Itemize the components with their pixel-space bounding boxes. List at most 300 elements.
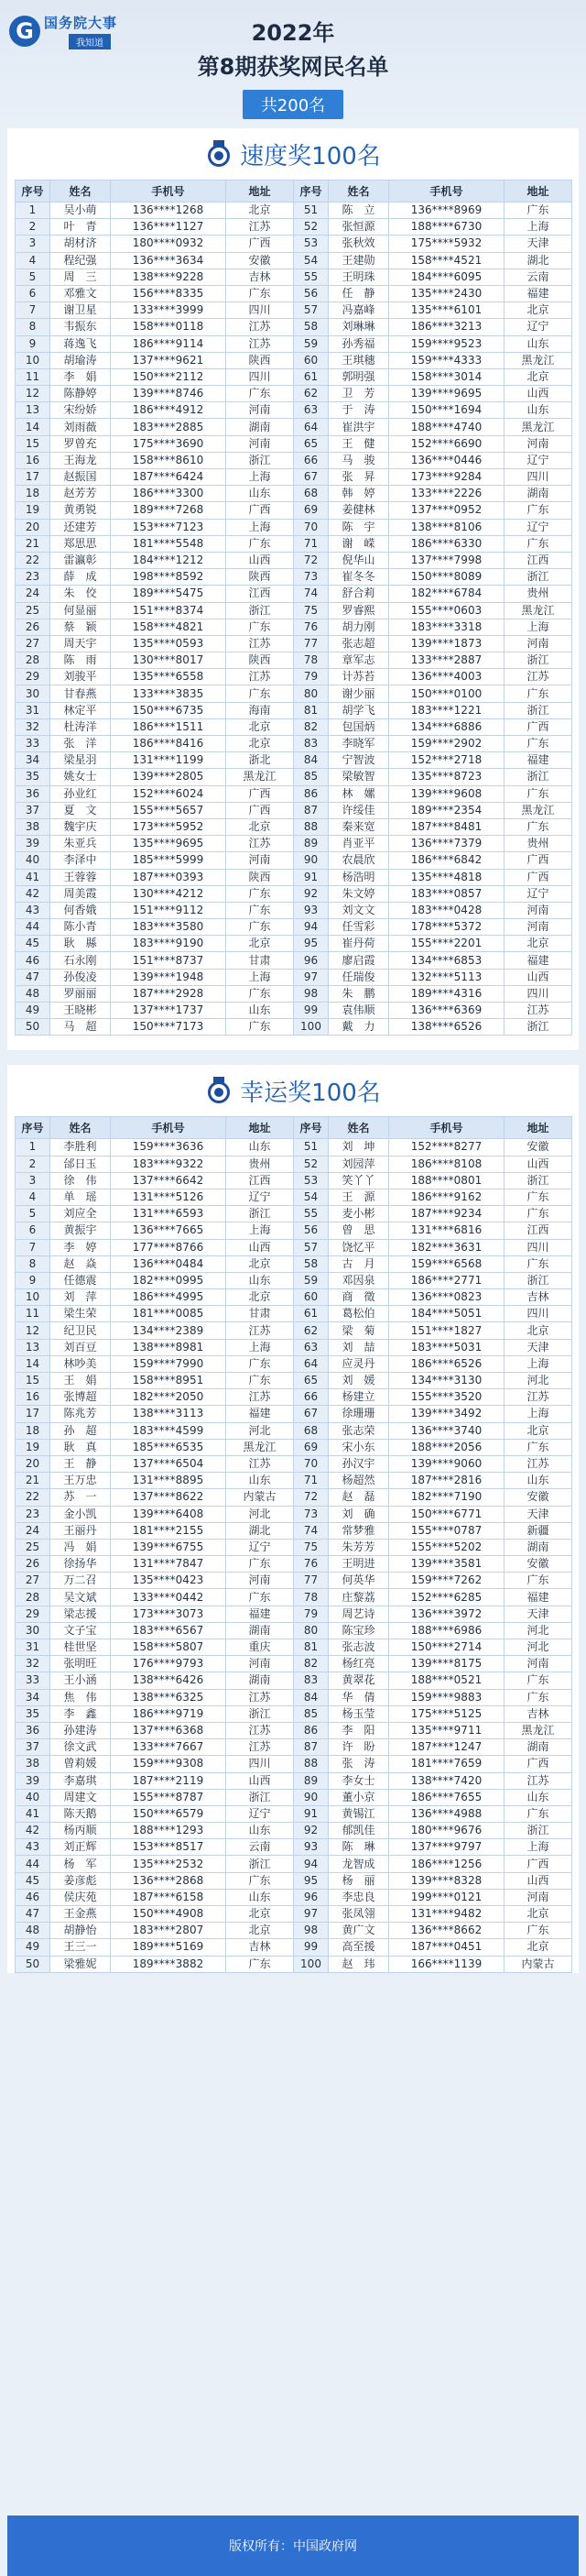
winner-number: 38 <box>16 818 50 835</box>
winner-phone: 189****3882 <box>111 1956 226 1972</box>
winner-name: 梁雅妮 <box>50 1956 111 1972</box>
winner-region: 四川 <box>505 469 572 486</box>
winner-name: 蔡 颖 <box>50 619 111 635</box>
winner-region: 甘肃 <box>226 1306 294 1322</box>
winner-region: 山西 <box>226 552 294 568</box>
table-row <box>16 502 572 519</box>
winner-region: 北京 <box>505 1322 572 1339</box>
winner-name: 常梦雅 <box>329 1522 389 1539</box>
winner-phone: 158****3014 <box>389 368 505 385</box>
winner-region: 广东 <box>226 985 294 1002</box>
winner-number: 14 <box>16 419 50 435</box>
winner-phone: 138****8981 <box>111 1339 226 1355</box>
page-header <box>0 0 586 128</box>
winner-region: 山西 <box>505 969 572 985</box>
winner-phone: 187****1247 <box>389 1739 505 1756</box>
winner-phone: 181****7659 <box>389 1756 505 1772</box>
winner-number: 83 <box>294 1672 329 1689</box>
winner-name: 周美霞 <box>50 885 111 902</box>
table-row <box>16 685 572 702</box>
winner-name: 戴 力 <box>329 1019 389 1036</box>
winner-name: 张志超 <box>329 635 389 652</box>
winner-region: 广东 <box>505 685 572 702</box>
header-phone: 手机号 <box>389 1117 505 1139</box>
winner-number: 91 <box>294 869 329 885</box>
winner-number: 35 <box>16 769 50 785</box>
winner-phone: 183****3318 <box>389 619 505 635</box>
winner-name: 任 静 <box>329 285 389 301</box>
winner-phone: 188****0801 <box>389 1172 505 1189</box>
winner-phone: 199****0121 <box>389 1889 505 1905</box>
winner-number: 65 <box>294 435 329 452</box>
winner-region: 上海 <box>226 469 294 486</box>
table-row <box>16 1923 572 1939</box>
winner-number: 73 <box>294 1506 329 1522</box>
winner-region: 内蒙古 <box>505 1956 572 1972</box>
winner-phone: 189****4316 <box>389 985 505 1002</box>
winner-phone: 188****1293 <box>111 1823 226 1839</box>
winner-phone: 180****0932 <box>111 236 226 252</box>
winner-number: 56 <box>294 285 329 301</box>
winner-number: 36 <box>16 785 50 802</box>
winner-region: 江苏 <box>226 1689 294 1705</box>
winner-phone: 135****6101 <box>389 302 505 319</box>
winner-number: 47 <box>16 1906 50 1923</box>
winner-number: 6 <box>16 285 50 301</box>
winner-name: 朱 佼 <box>50 586 111 602</box>
winner-number: 42 <box>16 885 50 902</box>
winner-region: 浙江 <box>226 1789 294 1805</box>
winner-region: 上海 <box>505 1355 572 1372</box>
table-row <box>16 486 572 502</box>
winner-phone: 186****9114 <box>111 335 226 352</box>
winner-name: 麦小彬 <box>329 1206 389 1222</box>
winner-number: 2 <box>16 1156 50 1172</box>
winner-region: 北京 <box>226 818 294 835</box>
winner-number: 9 <box>16 1272 50 1288</box>
winner-name: 杨玉莹 <box>329 1705 389 1722</box>
medal-icon <box>205 140 233 168</box>
winner-number: 35 <box>16 1705 50 1722</box>
winner-number: 70 <box>294 519 329 535</box>
winner-region: 贵州 <box>505 586 572 602</box>
winner-region: 广西 <box>226 785 294 802</box>
table-row <box>16 1506 572 1522</box>
winner-phone: 135****8723 <box>389 769 505 785</box>
table-row <box>16 1772 572 1789</box>
winner-phone: 166****1139 <box>389 1956 505 1972</box>
table-row <box>16 1823 572 1839</box>
winner-region: 北京 <box>226 736 294 752</box>
winner-number: 48 <box>16 1923 50 1939</box>
winner-number: 57 <box>294 302 329 319</box>
winner-name: 孙业红 <box>50 785 111 802</box>
winner-number: 23 <box>16 569 50 586</box>
winner-region: 广东 <box>505 1189 572 1205</box>
winner-number: 71 <box>294 1473 329 1489</box>
logo-name: 国务院大事 <box>44 15 118 31</box>
winner-phone: 138****6325 <box>111 1689 226 1705</box>
winner-name: 何香娥 <box>50 902 111 918</box>
winner-region: 山东 <box>226 1139 294 1156</box>
winner-name: 胡静怡 <box>50 1923 111 1939</box>
winner-region: 山东 <box>226 1473 294 1489</box>
winner-name: 刘应全 <box>50 1206 111 1222</box>
winner-number: 73 <box>294 569 329 586</box>
winner-number: 43 <box>16 1839 50 1856</box>
winner-number: 68 <box>294 1422 329 1439</box>
winner-region: 河北 <box>505 1373 572 1389</box>
winner-number: 26 <box>16 1556 50 1573</box>
winner-region: 山东 <box>226 1823 294 1839</box>
winner-number: 79 <box>294 1606 329 1622</box>
table-row <box>16 1422 572 1439</box>
winner-region: 上海 <box>226 969 294 985</box>
winner-region: 广西 <box>505 1856 572 1872</box>
winner-number: 21 <box>16 1473 50 1489</box>
winner-phone: 186****8416 <box>111 736 226 752</box>
winner-phone: 176****9793 <box>111 1656 226 1672</box>
table-row <box>16 1306 572 1322</box>
winner-phone: 183****4599 <box>111 1422 226 1439</box>
winner-number: 85 <box>294 769 329 785</box>
winner-region: 北京 <box>226 1289 294 1306</box>
winner-number: 30 <box>16 685 50 702</box>
winner-phone: 186****3300 <box>111 486 226 502</box>
winner-region: 黑龙江 <box>505 352 572 368</box>
winner-region: 广东 <box>226 535 294 552</box>
winner-phone: 155****2201 <box>389 936 505 952</box>
winner-name: 杨红亮 <box>329 1656 389 1672</box>
winner-region: 山东 <box>505 335 572 352</box>
winner-phone: 139****9695 <box>389 386 505 402</box>
winner-phone: 177****8766 <box>111 1239 226 1255</box>
winner-number: 97 <box>294 969 329 985</box>
winner-phone: 130****4212 <box>111 885 226 902</box>
table-row <box>16 1339 572 1355</box>
winner-name: 于 涛 <box>329 402 389 419</box>
winner-region: 黑龙江 <box>226 1439 294 1455</box>
winner-region: 北京 <box>226 936 294 952</box>
winner-number: 60 <box>294 1289 329 1306</box>
winner-region: 吉林 <box>226 269 294 285</box>
table-row <box>16 902 572 918</box>
winner-name: 刘 媛 <box>329 1373 389 1389</box>
winner-region: 辽宁 <box>505 519 572 535</box>
winner-number: 22 <box>16 552 50 568</box>
winner-number: 24 <box>16 1522 50 1539</box>
winner-region: 安徽 <box>505 1489 572 1506</box>
winner-number: 49 <box>16 1939 50 1956</box>
winner-region: 黑龙江 <box>505 602 572 619</box>
winner-number: 34 <box>16 1689 50 1705</box>
winner-number: 70 <box>294 1455 329 1472</box>
winner-phone: 175****5932 <box>389 236 505 252</box>
winner-phone: 139****1873 <box>389 635 505 652</box>
winner-number: 4 <box>16 1189 50 1205</box>
winner-number: 94 <box>294 919 329 936</box>
winner-region: 四川 <box>226 1756 294 1772</box>
winner-name: 任雪彩 <box>329 919 389 936</box>
winner-name: 王金燕 <box>50 1906 111 1923</box>
winner-region: 河南 <box>505 902 572 918</box>
winner-name: 徐 伟 <box>50 1172 111 1189</box>
winner-phone: 135****0593 <box>111 635 226 652</box>
winner-name: 马 超 <box>50 1019 111 1036</box>
winner-number: 75 <box>294 1539 329 1555</box>
table-row <box>16 769 572 785</box>
winner-phone: 182****6784 <box>389 586 505 602</box>
winner-region: 山西 <box>226 1772 294 1789</box>
winner-number: 62 <box>294 1322 329 1339</box>
winner-number: 23 <box>16 1506 50 1522</box>
winner-phone: 138****6526 <box>389 1019 505 1036</box>
table-row <box>16 1622 572 1639</box>
winner-number: 33 <box>16 736 50 752</box>
winner-name: 罗睿熙 <box>329 602 389 619</box>
winner-name: 万二召 <box>50 1573 111 1589</box>
winner-number: 9 <box>16 335 50 352</box>
winner-number: 58 <box>294 1255 329 1272</box>
winner-number: 46 <box>16 1889 50 1905</box>
winner-name: 章军志 <box>329 652 389 669</box>
winner-name: 赵 磊 <box>329 1489 389 1506</box>
winner-number: 51 <box>294 1139 329 1156</box>
winner-region: 浙江 <box>505 1172 572 1189</box>
winner-phone: 150****6735 <box>111 702 226 718</box>
winner-name: 金小凯 <box>50 1506 111 1522</box>
winner-phone: 136****0484 <box>111 1255 226 1272</box>
winner-phone: 138****3113 <box>111 1406 226 1422</box>
winner-phone: 130****8017 <box>111 652 226 669</box>
winner-name: 刘 喆 <box>329 1339 389 1355</box>
winner-region: 福建 <box>505 952 572 969</box>
winner-name: 郑思思 <box>50 535 111 552</box>
winner-name: 张志荣 <box>329 1422 389 1439</box>
winner-phone: 181****0085 <box>111 1306 226 1322</box>
winner-name: 叶 青 <box>50 219 111 236</box>
table-row <box>16 1439 572 1455</box>
table-row <box>16 1556 572 1573</box>
winner-region: 广东 <box>226 1956 294 1972</box>
winner-phone: 152****6024 <box>111 785 226 802</box>
winner-name: 张秋效 <box>329 236 389 252</box>
winner-region: 山东 <box>505 1473 572 1489</box>
winner-phone: 131****8895 <box>111 1473 226 1489</box>
winner-name: 李 阳 <box>329 1722 389 1738</box>
table-row <box>16 1789 572 1805</box>
table-row <box>16 1156 572 1172</box>
winner-region: 黑龙江 <box>505 1722 572 1738</box>
winner-number: 50 <box>16 1019 50 1036</box>
winner-region: 河南 <box>226 1573 294 1589</box>
winner-number: 94 <box>294 1856 329 1872</box>
winner-region: 广东 <box>505 1206 572 1222</box>
winner-number: 45 <box>16 1872 50 1889</box>
winner-region: 广东 <box>505 736 572 752</box>
winner-number: 12 <box>16 386 50 402</box>
winner-name: 刘骏平 <box>50 669 111 685</box>
winner-name: 李 婷 <box>50 1239 111 1255</box>
table-row <box>16 635 572 652</box>
winner-region: 江西 <box>226 1172 294 1189</box>
winner-region: 天津 <box>505 236 572 252</box>
table-row <box>16 586 572 602</box>
winner-name: 王 源 <box>329 1189 389 1205</box>
winner-number: 53 <box>294 1172 329 1189</box>
winner-phone: 152****6690 <box>389 435 505 452</box>
winner-number: 31 <box>16 702 50 718</box>
winner-name: 宋小东 <box>329 1439 389 1455</box>
winner-number: 89 <box>294 1772 329 1789</box>
winner-number: 12 <box>16 1322 50 1339</box>
winner-name: 崔丹荷 <box>329 936 389 952</box>
winner-phone: 183****9322 <box>111 1156 226 1172</box>
winner-name: 罗曾充 <box>50 435 111 452</box>
winner-region: 浙江 <box>505 702 572 718</box>
winner-phone: 155****0787 <box>389 1522 505 1539</box>
winner-region: 北京 <box>505 1422 572 1439</box>
winner-region: 辽宁 <box>505 319 572 335</box>
winner-region: 广东 <box>226 285 294 301</box>
winner-number: 42 <box>16 1823 50 1839</box>
winner-number: 29 <box>16 669 50 685</box>
winner-number: 16 <box>16 1389 50 1406</box>
winner-number: 59 <box>294 335 329 352</box>
winner-name: 张恒源 <box>329 219 389 236</box>
winner-name: 李忠良 <box>329 1889 389 1905</box>
winner-region: 贵州 <box>226 1156 294 1172</box>
winner-phone: 139****3492 <box>389 1406 505 1422</box>
winner-name: 李晓军 <box>329 736 389 752</box>
winner-number: 96 <box>294 1889 329 1905</box>
winner-phone: 186****1256 <box>389 1856 505 1872</box>
winner-phone: 158****8610 <box>111 452 226 468</box>
winner-name: 刘 萍 <box>50 1289 111 1306</box>
winner-name: 雷瀛彰 <box>50 552 111 568</box>
winner-region: 四川 <box>505 1306 572 1322</box>
winner-region: 北京 <box>226 1923 294 1939</box>
winner-region: 山东 <box>505 402 572 419</box>
winner-phone: 150****2714 <box>389 1639 505 1656</box>
winner-number: 55 <box>294 1206 329 1222</box>
winner-phone: 188****2056 <box>389 1439 505 1455</box>
winner-name: 陈兆芳 <box>50 1406 111 1422</box>
winner-number: 89 <box>294 836 329 852</box>
speed-award-table <box>15 180 572 1036</box>
winner-region: 重庆 <box>226 1639 294 1656</box>
winner-name: 许 盼 <box>329 1739 389 1756</box>
winner-name: 宁智波 <box>329 752 389 769</box>
winner-number: 40 <box>16 852 50 869</box>
winner-number: 3 <box>16 1172 50 1189</box>
table-row <box>16 1722 572 1738</box>
winner-phone: 188****4740 <box>389 419 505 435</box>
winner-region: 江西 <box>505 552 572 568</box>
winner-name: 任德震 <box>50 1272 111 1288</box>
winner-number: 77 <box>294 635 329 652</box>
winner-name: 赵 焱 <box>50 1255 111 1272</box>
winner-number: 18 <box>16 486 50 502</box>
header-phone: 手机号 <box>111 1117 226 1139</box>
winner-phone: 155****0603 <box>389 602 505 619</box>
winner-name: 王 娟 <box>50 1373 111 1389</box>
winner-number: 66 <box>294 1389 329 1406</box>
logo[interactable] <box>9 13 117 49</box>
winner-number: 56 <box>294 1222 329 1239</box>
winner-phone: 139****6755 <box>111 1539 226 1555</box>
winner-number: 59 <box>294 1272 329 1288</box>
table-row <box>16 1689 572 1705</box>
winner-number: 77 <box>294 1573 329 1589</box>
winner-region: 广东 <box>226 1373 294 1389</box>
winner-region: 广西 <box>505 852 572 869</box>
winner-name: 张博超 <box>50 1389 111 1406</box>
winner-name: 薛 成 <box>50 569 111 586</box>
winner-name: 周建文 <box>50 1789 111 1805</box>
winner-region: 上海 <box>226 519 294 535</box>
winner-phone: 150****6771 <box>389 1506 505 1522</box>
winner-region: 安徽 <box>226 252 294 269</box>
winner-name: 陈宝珍 <box>329 1622 389 1639</box>
winner-name: 赵芳芳 <box>50 486 111 502</box>
winner-region: 江苏 <box>505 1389 572 1406</box>
winner-region: 广东 <box>226 885 294 902</box>
winner-phone: 186****7655 <box>389 1789 505 1805</box>
winner-number: 88 <box>294 818 329 835</box>
winner-name: 耿 縣 <box>50 936 111 952</box>
winner-number: 75 <box>294 602 329 619</box>
winner-region: 山西 <box>505 386 572 402</box>
winner-phone: 183****6567 <box>111 1622 226 1639</box>
winner-region: 北京 <box>226 203 294 219</box>
winner-region: 辽宁 <box>226 1805 294 1822</box>
winner-number: 53 <box>294 236 329 252</box>
winner-region: 陕西 <box>226 352 294 368</box>
footer <box>7 2516 579 2576</box>
winner-number: 80 <box>294 1622 329 1639</box>
winner-phone: 183****5031 <box>389 1339 505 1355</box>
winner-name: 农晨欣 <box>329 852 389 869</box>
winner-phone: 137****1737 <box>111 1003 226 1019</box>
winner-phone: 181****2155 <box>111 1522 226 1539</box>
winner-region: 安徽 <box>505 1139 572 1156</box>
winner-region: 河南 <box>226 402 294 419</box>
table-row <box>16 1739 572 1756</box>
winner-region: 陕西 <box>226 869 294 885</box>
winner-number: 80 <box>294 685 329 702</box>
winner-name: 张明旺 <box>50 1656 111 1672</box>
header-no: 序号 <box>16 181 50 203</box>
table-row <box>16 1373 572 1389</box>
winner-name: 徐珊珊 <box>329 1406 389 1422</box>
winner-name: 刘园萍 <box>329 1156 389 1172</box>
winner-name: 赵 玮 <box>329 1956 389 1972</box>
table-row <box>16 1489 572 1506</box>
winner-number: 81 <box>294 702 329 718</box>
winner-region: 云南 <box>226 1839 294 1856</box>
winner-phone: 187****8481 <box>389 818 505 835</box>
table-row <box>16 885 572 902</box>
winner-name: 李泽中 <box>50 852 111 869</box>
winner-name: 何英华 <box>329 1573 389 1589</box>
winner-phone: 150****4908 <box>111 1906 226 1923</box>
winner-number: 27 <box>16 635 50 652</box>
winner-phone: 137****8622 <box>111 1489 226 1506</box>
winner-number: 10 <box>16 1289 50 1306</box>
winner-name: 黄广文 <box>329 1923 389 1939</box>
winner-phone: 187****2928 <box>111 985 226 1002</box>
